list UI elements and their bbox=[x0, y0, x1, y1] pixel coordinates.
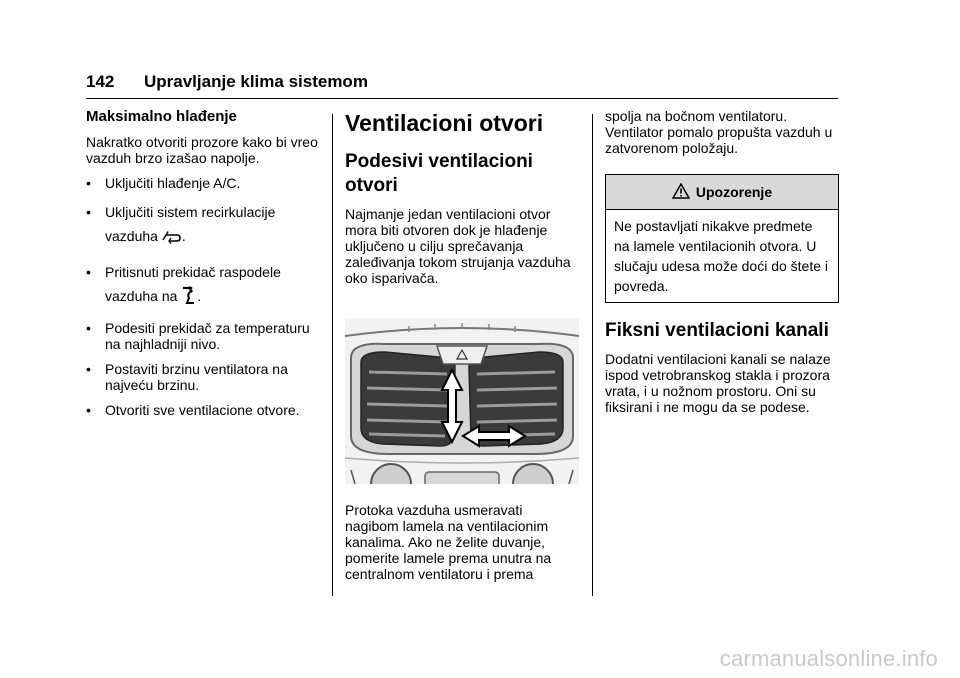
bullet: • bbox=[86, 402, 91, 418]
paragraph-airflow: Protoka vazduha usmeravati nagibom lamela na ventilacionim kanalima. Ako ne želite duvanje, pomerite lamele prema unutra na centralnom ventilatoru i prema bbox=[345, 502, 552, 582]
bullet-text: Postaviti brzinu ventilatora na najveću brzinu. bbox=[105, 361, 288, 393]
intro-paragraph: Nakratko otvoriti prozore kako bi vreo vazduh brzo izašao napolje. bbox=[86, 134, 318, 166]
bullet-text: Uključiti sistem recirkulacije vazduha bbox=[105, 204, 276, 244]
period: . bbox=[197, 288, 202, 304]
column-left bbox=[86, 108, 320, 418]
bullet-text: Otvoriti sve ventilacione otvore. bbox=[105, 402, 300, 418]
warning-box bbox=[605, 174, 839, 303]
warning-title: Upozorenje bbox=[695, 184, 773, 200]
bullet: • bbox=[86, 204, 91, 220]
heading-adjustable-vents: Podesivi ventilacioni otvori bbox=[345, 151, 533, 196]
bullet: • bbox=[86, 361, 91, 377]
heading-ventilation-vents: Ventilacioni otvori bbox=[345, 110, 544, 136]
warning-text: Ne postavljati nikakve predmete na lamele ventilacionih otvora. U slučaju udesa može doći do štete i povreda. bbox=[614, 218, 829, 294]
list-item bbox=[86, 361, 320, 393]
section-title: Upravljanje klima sistemom bbox=[144, 72, 368, 91]
air-distribution-icon bbox=[181, 286, 197, 311]
paragraph-fixed-vents: Dodatni ventilacioni kanali se nalaze ispod vetrobranskog stakla i prozora vrata, i u nožnom prostoru. Oni su fiksirani i ne mogu da se podese. bbox=[605, 351, 831, 415]
vent-illustration bbox=[345, 318, 579, 484]
period: . bbox=[181, 228, 186, 244]
column-divider-2 bbox=[592, 114, 593, 596]
heading-fixed-vents: Fiksni ventilacioni kanali bbox=[605, 320, 829, 341]
paragraph-continued: spolja na bočnom ventilatoru. Ventilator pomalo propušta vazduh u zatvorenom položaju. bbox=[605, 108, 833, 156]
list-item bbox=[86, 260, 320, 311]
page-header bbox=[86, 72, 838, 92]
bullet-text: Podesiti prekidač za temperaturu na najhladniji nivo. bbox=[105, 320, 310, 352]
warning-header bbox=[606, 175, 838, 210]
heading-max-cooling: Maksimalno hlađenje bbox=[86, 108, 237, 125]
list-item bbox=[86, 320, 320, 352]
list-item bbox=[86, 175, 320, 191]
recirculation-icon bbox=[162, 227, 182, 251]
bullet: • bbox=[86, 320, 91, 336]
column-middle bbox=[345, 108, 580, 582]
header-rule bbox=[86, 98, 838, 99]
page-number: 142 bbox=[86, 72, 115, 91]
list-item bbox=[86, 200, 320, 251]
column-divider-1 bbox=[332, 114, 333, 596]
bullet: • bbox=[86, 175, 91, 191]
bullet-text: Uključiti hlađenje A/C. bbox=[105, 175, 241, 191]
warning-triangle-icon bbox=[672, 183, 690, 202]
bullet: • bbox=[86, 264, 91, 280]
paragraph-adjustable: Najmanje jedan ventilacioni otvor mora biti otvoren dok je hlađenje uključeno u cilju sprečavanja zaleđivanja tokom strujanja vazduha oko isparivača. bbox=[345, 206, 571, 286]
column-right bbox=[605, 108, 839, 415]
vent-illustration-svg bbox=[345, 318, 579, 484]
watermark: carmanualsonline.info bbox=[719, 646, 938, 671]
bullet-text: Pritisnuti prekidač raspodele vazduha na bbox=[105, 264, 281, 304]
list-item bbox=[86, 402, 320, 418]
